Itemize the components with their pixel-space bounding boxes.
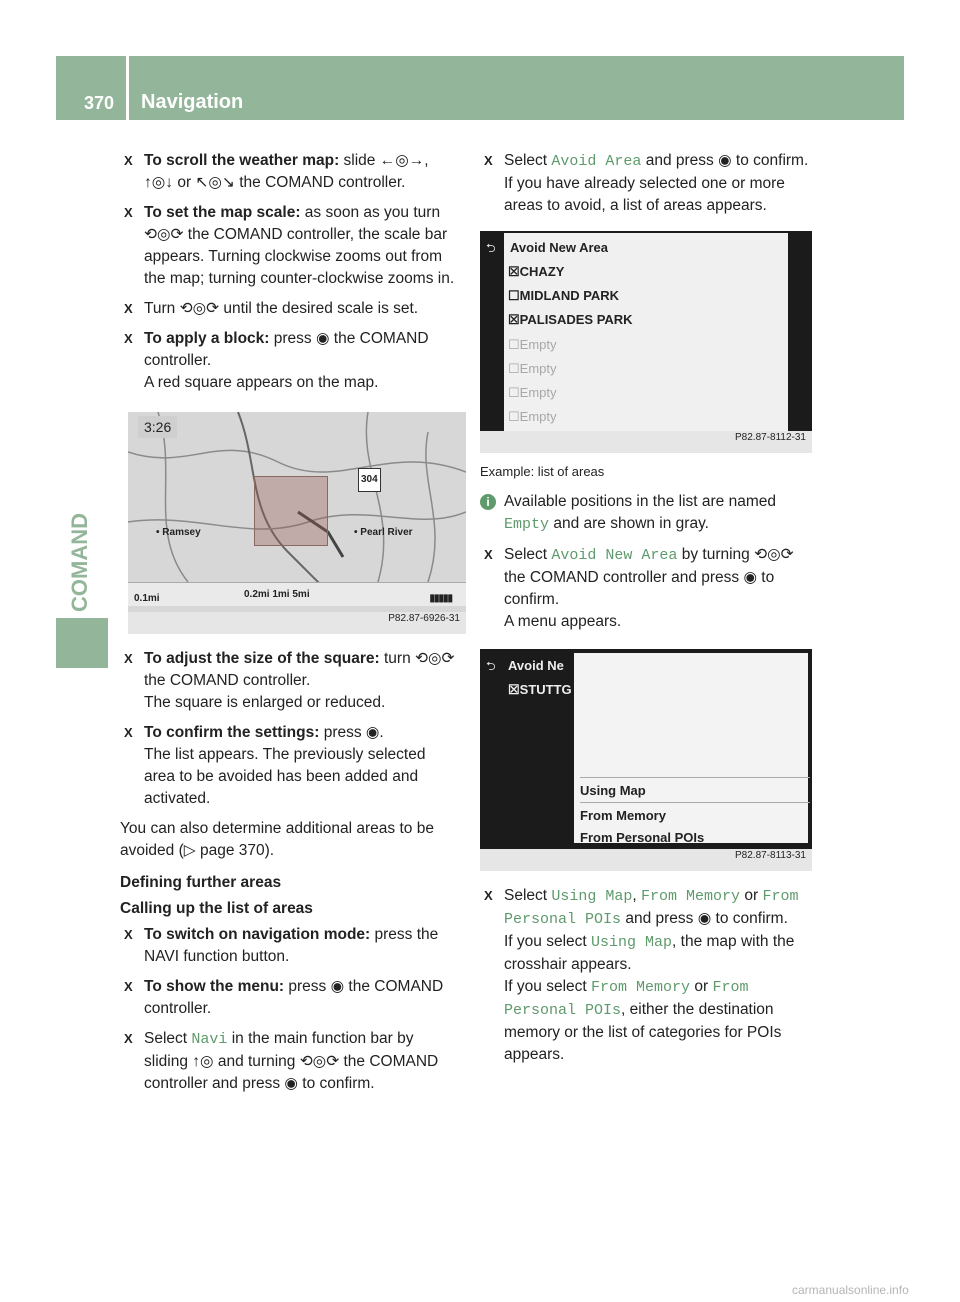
map-town-left: • Ramsey: [156, 527, 201, 538]
figure-code: P82.87-6926-31: [388, 613, 460, 624]
step-text: press ◉.: [319, 724, 384, 741]
map-block-square: [254, 476, 328, 546]
step-result: , either the destination memory or the list of categories for POIs appears.: [504, 1001, 782, 1063]
area-list-row: ☒CHAZY: [508, 264, 565, 279]
step-arrow-icon: X: [484, 888, 493, 903]
page-number: 370: [84, 93, 115, 113]
step-adjust-square: [120, 648, 460, 714]
info-icon: i: [480, 494, 496, 510]
step-result: A menu appears.: [504, 613, 622, 630]
menu-term-empty: Empty: [504, 516, 550, 533]
step-result: If you select: [504, 978, 592, 995]
step-text: ,: [632, 887, 642, 904]
step-result: , the map with the crosshair appears.: [504, 933, 795, 973]
step-arrow-icon: X: [124, 725, 133, 740]
menu-underlying-title: Avoid Ne: [508, 658, 564, 673]
right-column: [480, 150, 815, 1074]
area-list-screenshot: [480, 231, 812, 453]
side-tab-label: COMAND: [67, 513, 92, 612]
step-arrow-icon: X: [484, 153, 493, 168]
area-list-row: ☒PALISADES PARK: [508, 312, 633, 327]
info-note: [480, 491, 815, 536]
step-text: press ◉ the COMAND controller.: [144, 330, 429, 369]
menu-term-avoid-area: Avoid Area: [551, 153, 642, 170]
step-show-menu: [120, 976, 460, 1020]
menu-underlying-row: ☒STUTTG: [508, 682, 572, 697]
step-text: and press ◉ to confirm.: [641, 152, 809, 169]
step-text: Select: [504, 546, 552, 563]
step-set-scale: [120, 202, 460, 290]
info-text: and are shown in gray.: [549, 515, 709, 532]
step-text: Select: [504, 887, 552, 904]
step-result: If you have already selected one or more areas to avoid, a list of areas appears.: [504, 175, 785, 214]
step-result: or: [690, 978, 713, 995]
step-result: If you select: [504, 933, 592, 950]
area-list-row-empty: ☐Empty: [508, 361, 557, 376]
menu-term-from-personal-pois: From Personal POIs: [504, 979, 749, 1019]
map-town-right: • Pearl River: [354, 527, 413, 538]
step-confirm-settings: [120, 722, 460, 810]
step-text: and press ◉ to confirm.: [621, 910, 788, 927]
subhead-list-of-areas: Calling up the list of areas: [120, 900, 313, 917]
map-scale-bar: [128, 582, 466, 606]
step-text: as soon as you turn ⟲◎⟳ the COMAND controller, the scale bar appears. Turning clockwise zooms out from the map; turning counter-clockwise zooms in.: [144, 204, 455, 287]
menu-screenshot: [480, 649, 812, 871]
step-arrow-icon: X: [124, 927, 133, 942]
menu-term-using-map: Using Map: [551, 888, 633, 905]
step-text: slide ←◎→, ↑◎↓ or ↖◎↘ the COMAND controller.: [144, 152, 429, 191]
road-sign: 304: [358, 468, 381, 492]
step-arrow-icon: X: [124, 153, 133, 168]
step-text: press the NAVI function button.: [144, 926, 439, 965]
map-screenshot: [128, 412, 466, 634]
left-column: [120, 150, 460, 1103]
step-result: The square is enlarged or reduced.: [144, 694, 386, 711]
step-arrow-icon: X: [124, 979, 133, 994]
subhead-further-areas: Defining further areas: [120, 874, 282, 891]
step-arrow-icon: X: [124, 1031, 133, 1046]
step-scroll-map: [120, 150, 460, 194]
note-paragraph: You can also determine additional areas to be avoided (▷ page 370).: [120, 820, 434, 859]
figure-code: P82.87-8113-31: [735, 850, 806, 861]
menu-term-from-personal-pois: From Personal POIs: [504, 888, 799, 928]
menu-term-from-memory: From Memory: [641, 888, 741, 905]
step-heading: To scroll the weather map:: [144, 152, 340, 169]
step-text: in the main function bar by sliding ↑◎ and turning ⟲◎⟳ the COMAND controller and press ◉ to confirm.: [144, 1030, 439, 1092]
scale-left-label: 0.1mi: [134, 593, 160, 604]
area-list-title: Avoid New Area: [510, 240, 609, 255]
area-list-row-empty: ☐Empty: [508, 385, 557, 400]
footer-url[interactable]: carmanualsonline.info: [792, 1283, 909, 1297]
step-arrow-icon: X: [124, 301, 133, 316]
step-text: Select: [504, 152, 552, 169]
back-icon: ⮌: [486, 241, 496, 255]
step-arrow-icon: X: [124, 205, 133, 220]
menu-item-from-personal-pois: From Personal POIs: [580, 830, 705, 845]
step-select-option: [480, 885, 815, 1066]
step-heading: To set the map scale:: [144, 204, 301, 221]
step-apply-block: [120, 328, 460, 394]
signal-icon: ▮▮▮▮▮: [429, 593, 452, 604]
menu-term-using-map: Using Map: [591, 934, 673, 951]
step-arrow-icon: X: [484, 547, 493, 562]
menu-term-from-memory: From Memory: [591, 979, 691, 996]
menu-term-avoid-new-area: Avoid New Area: [551, 547, 678, 564]
step-heading: To adjust the size of the square:: [144, 650, 380, 667]
step-select-avoid-new-area: [480, 544, 815, 633]
figure-caption: Example: list of areas: [480, 464, 605, 479]
back-icon: ⮌: [486, 659, 496, 673]
scale-middle-label: 0.2mi 1mi 5mi: [244, 589, 310, 600]
step-select-avoid-area: [480, 150, 815, 217]
step-heading: To confirm the settings:: [144, 724, 320, 741]
step-text: Turn ⟲◎⟳ until the desired scale is set.: [144, 300, 419, 317]
info-text: Available positions in the list are named: [504, 493, 776, 510]
step-heading: To show the menu:: [144, 978, 285, 995]
step-result: The list appears. The previously selected area to be avoided has been added and activated.: [144, 746, 426, 807]
menu-item-using-map: Using Map: [580, 777, 810, 802]
step-navigation-mode: [120, 924, 460, 968]
step-text: press ◉ the COMAND controller.: [144, 978, 444, 1017]
header-divider: [126, 56, 129, 120]
step-heading: To apply a block:: [144, 330, 270, 347]
step-heading: To switch on navigation mode:: [144, 926, 371, 943]
step-text: or: [740, 887, 763, 904]
step-turn-scale: [120, 298, 460, 320]
area-list-row-empty: ☐Empty: [508, 337, 557, 352]
section-title: Navigation: [141, 91, 244, 113]
menu-item-from-memory: From Memory: [580, 802, 810, 827]
step-arrow-icon: X: [124, 331, 133, 346]
step-text: by turning ⟲◎⟳ the COMAND controller and press ◉ to confirm.: [504, 546, 794, 608]
step-result: A red square appears on the map.: [144, 374, 379, 391]
step-select-navi: [120, 1028, 460, 1095]
menu-term-navi: Navi: [191, 1031, 228, 1048]
step-arrow-icon: X: [124, 651, 133, 666]
step-text: Select: [144, 1030, 192, 1047]
area-list-row: ☐MIDLAND PARK: [508, 288, 620, 303]
figure-code: P82.87-8112-31: [735, 432, 806, 443]
map-clock: 3:26: [138, 416, 177, 438]
step-text: turn ⟲◎⟳ the COMAND controller.: [144, 650, 455, 689]
side-tab-block: [56, 618, 108, 668]
area-list-row-empty: ☐Empty: [508, 409, 557, 424]
